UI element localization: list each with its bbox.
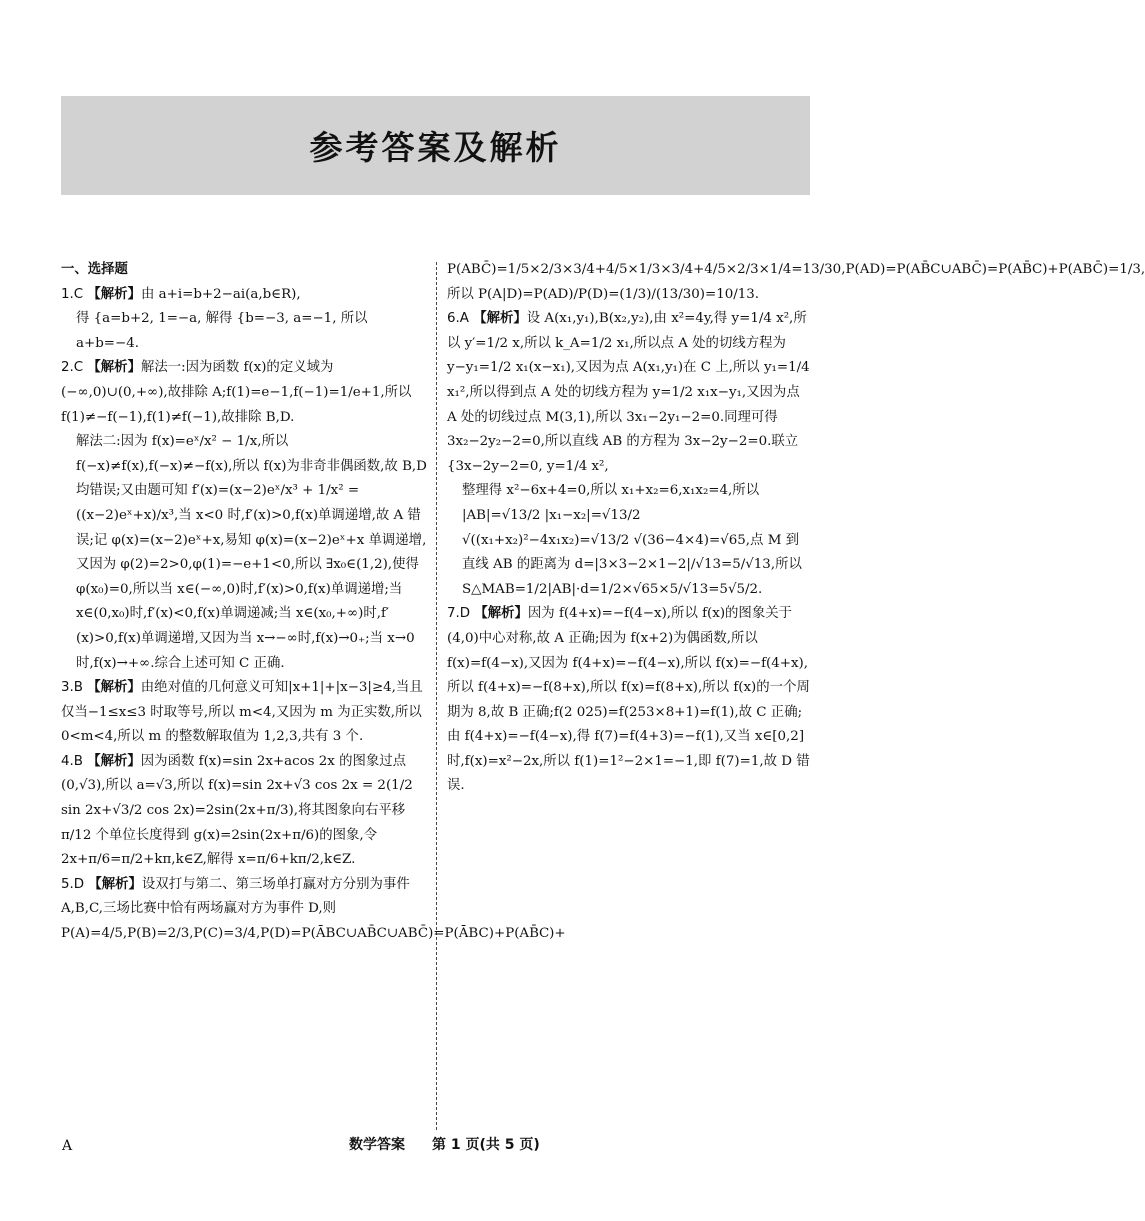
answer-item — [61, 873, 566, 947]
page-footer — [0, 1134, 870, 1158]
answer-item — [447, 307, 811, 602]
answer-paragraph — [447, 479, 811, 602]
answer-number: 4.B — [61, 753, 83, 769]
page-title: 参考答案及解析 — [309, 128, 562, 167]
answer-paragraph — [61, 283, 427, 308]
answer-text: 解法二:因为 f(x)=eˣ/x² − 1/x,所以 f(−x)≠f(x),f(−x)≠−f(x),所以 f(x)为非奇非偶函数,故 B,D 均错误;又由题可知 f′(x)=(x−2)eˣ/x³ + 1/x² = ((x−2)eˣ+x)/x³,当 x<0 时,f′(x)>0,f(x)单调递增,故 A 错误;记 φ(x)=(x−2)eˣ+x,易知 φ(x)=(x−2)eˣ+x 单调递增,又因为 φ(2)=2>0,φ(1)=−e+1<0,所以 ∃x₀∈(1,2),使得 φ(x₀)=0,所以当 x∈(−∞,0)时,f′(x)>0,f(x)单调递增;当 x∈(0,x₀)时,f′(x)<0,f(x)单调递减;当 x∈(x₀,+∞)时,f′(x)>0,f(x)单调递增,又因为当 x→−∞时,f(x)→0₊;当 x→0 时,f(x)→+∞.综合上述可知 C 正确. — [76, 434, 427, 671]
answer-item — [61, 750, 427, 873]
answer-paragraph — [61, 676, 427, 750]
answer-paragraph — [61, 430, 427, 676]
answer-paragraph — [447, 258, 1145, 307]
answer-text: 因为函数 f(x)=sin 2x+acos 2x 的图象过点(0,√3),所以 a=√3,所以 f(x)=sin 2x+√3 cos 2x = 2(1/2 sin 2x+√3/2 cos 2x)=2sin(2x+π/3),将其图象向右平移 π/12 个单位长度得到 g(x)=2sin(2x+π/6)的图象,令 2x+π/6=π/2+kπ,k∈Z,解得 x=π/6+kπ/2,k∈Z. — [61, 753, 413, 868]
right-items — [447, 258, 1145, 799]
section-title: 一、选择题 — [61, 262, 128, 277]
analysis-tag: 【解析】 — [87, 753, 141, 769]
column-divider — [436, 262, 437, 1130]
answer-item — [447, 602, 811, 799]
answer-text: 由绝对值的几何意义可知|x+1|+|x−3|≥4,当且仅当−1≤x≤3 时取等号,所以 m<4,又因为 m 为正实数,所以 0<m<4,所以 m 的整数解取值为 1,2,3,共有 3 个. — [61, 680, 423, 745]
answer-paragraph — [61, 750, 427, 873]
answer-text: 由 a+i=b+2−ai(a,b∈R), — [140, 286, 301, 302]
analysis-tag: 【解析】 — [473, 311, 527, 327]
answer-text: 解法一:因为函数 f(x)的定义域为(−∞,0)∪(0,+∞),故排除 A;f(1)=e−1,f(−1)=1/e+1,所以 f(1)≠−f(−1),f(1)≠f(−1),故排除 B,D. — [61, 360, 412, 425]
answer-number: 3.B — [61, 680, 83, 696]
answer-text: 整理得 x²−6x+4=0,所以 x₁+x₂=6,x₁x₂=4,所以 |AB|=√13/2 |x₁−x₂|=√13/2 √((x₁+x₂)²−4x₁x₂)=√13/2 √(36−4×4)=√65,点 M 到直线 AB 的距离为 d=|3×3−2×1−2|/√13=5/√13,所以 S△MAB=1/2|AB|·d=1/2×√65×5/√13=5√5/2. — [462, 483, 802, 597]
answer-item — [447, 258, 1145, 307]
analysis-tag: 【解析】 — [87, 680, 141, 696]
answer-paragraph — [447, 602, 811, 799]
answer-item — [61, 283, 427, 357]
answer-number: 7.D — [447, 606, 471, 622]
answer-item — [61, 356, 427, 676]
footer-page-number: 第 1 页(共 5 页) — [432, 1137, 540, 1153]
answer-paragraph — [61, 307, 427, 356]
answer-number: 5.D — [61, 876, 85, 892]
version-mark: A — [62, 1138, 73, 1154]
answer-item — [61, 676, 427, 750]
answer-text: 设 A(x₁,y₁),B(x₂,y₂),由 x²=4y,得 y=1/4 x²,所以 y′=1/2 x,所以 k_A=1/2 x₁,所以点 A 处的切线方程为 y−y₁=1/2 x₁(x−x₁),又因为点 A(x₁,y₁)在 C 上,所以 y₁=1/4 x₁²,所以得到点 A 处的切线方程为 y=1/2 x₁x−y₁,又因为点 A 处的切线过点 M(3,1),所以 3x₁−2y₁−2=0.同理可得 3x₂−2y₂−2=0,所以直线 AB 的方程为 3x−2y−2=0.联立 {3x−2y−2=0, y=1/4 x², — [447, 311, 810, 474]
answer-number: 1.C — [61, 286, 84, 302]
answer-paragraph — [61, 873, 566, 947]
answer-text: 因为 f(4+x)=−f(4−x),所以 f(x)的图象关于(4,0)中心对称,故 A 正确;因为 f(x+2)为偶函数,所以 f(x)=f(4−x),又因为 f(4+x)=−f(4−x),所以 f(x)=−f(4+x),所以 f(4+x)=−f(8+x),所以 f(x)=f(8+x),所以 f(x)的一个周期为 8,故 B 正确;f(2 025)=f(253×8+1)=f(1),故 C 正确;由 f(4+x)=−f(4−x),得 f(7)=f(4+3)=−f(1),又当 x∈[0,2]时,f(x)=x²−2x,所以 f(1)=1²−2×1=−1,即 f(7)=1,故 D 错误. — [447, 606, 810, 794]
answer-number: 6.A — [447, 311, 469, 327]
answer-text: 设双打与第二、第三场单打赢对方分别为事件 A,B,C,三场比赛中恰有两场赢对方为事件 D,则 P(A)=4/5,P(B)=2/3,P(C)=3/4,P(D)=P(ĀBC∪AB̄C∪ABC̄)=P(ĀBC)+P(AB̄C)+ — [61, 876, 566, 942]
analysis-tag: 【解析】 — [88, 876, 142, 892]
analysis-tag: 【解析】 — [87, 360, 141, 376]
title-banner — [61, 96, 810, 195]
analysis-tag: 【解析】 — [474, 606, 528, 622]
answer-text: P(ABC̄)=1/5×2/3×3/4+4/5×1/3×3/4+4/5×2/3×1/4=13/30,P(AD)=P(AB̄C∪ABC̄)=P(AB̄C)+P(ABC̄)=1/3,所以 P(A|D)=P(AD)/P(D)=(1/3)/(13/30)=10/13. — [447, 262, 1145, 302]
answer-paragraph — [447, 307, 811, 479]
answer-number: 2.C — [61, 360, 84, 376]
right-column — [447, 258, 1145, 799]
analysis-tag: 【解析】 — [87, 286, 141, 302]
answer-paragraph — [61, 356, 427, 430]
footer-subject: 数学答案 — [349, 1137, 405, 1153]
answer-text: 得 {a=b+2, 1=−a, 解得 {b=−3, a=−1, 所以 a+b=−4. — [76, 311, 368, 351]
